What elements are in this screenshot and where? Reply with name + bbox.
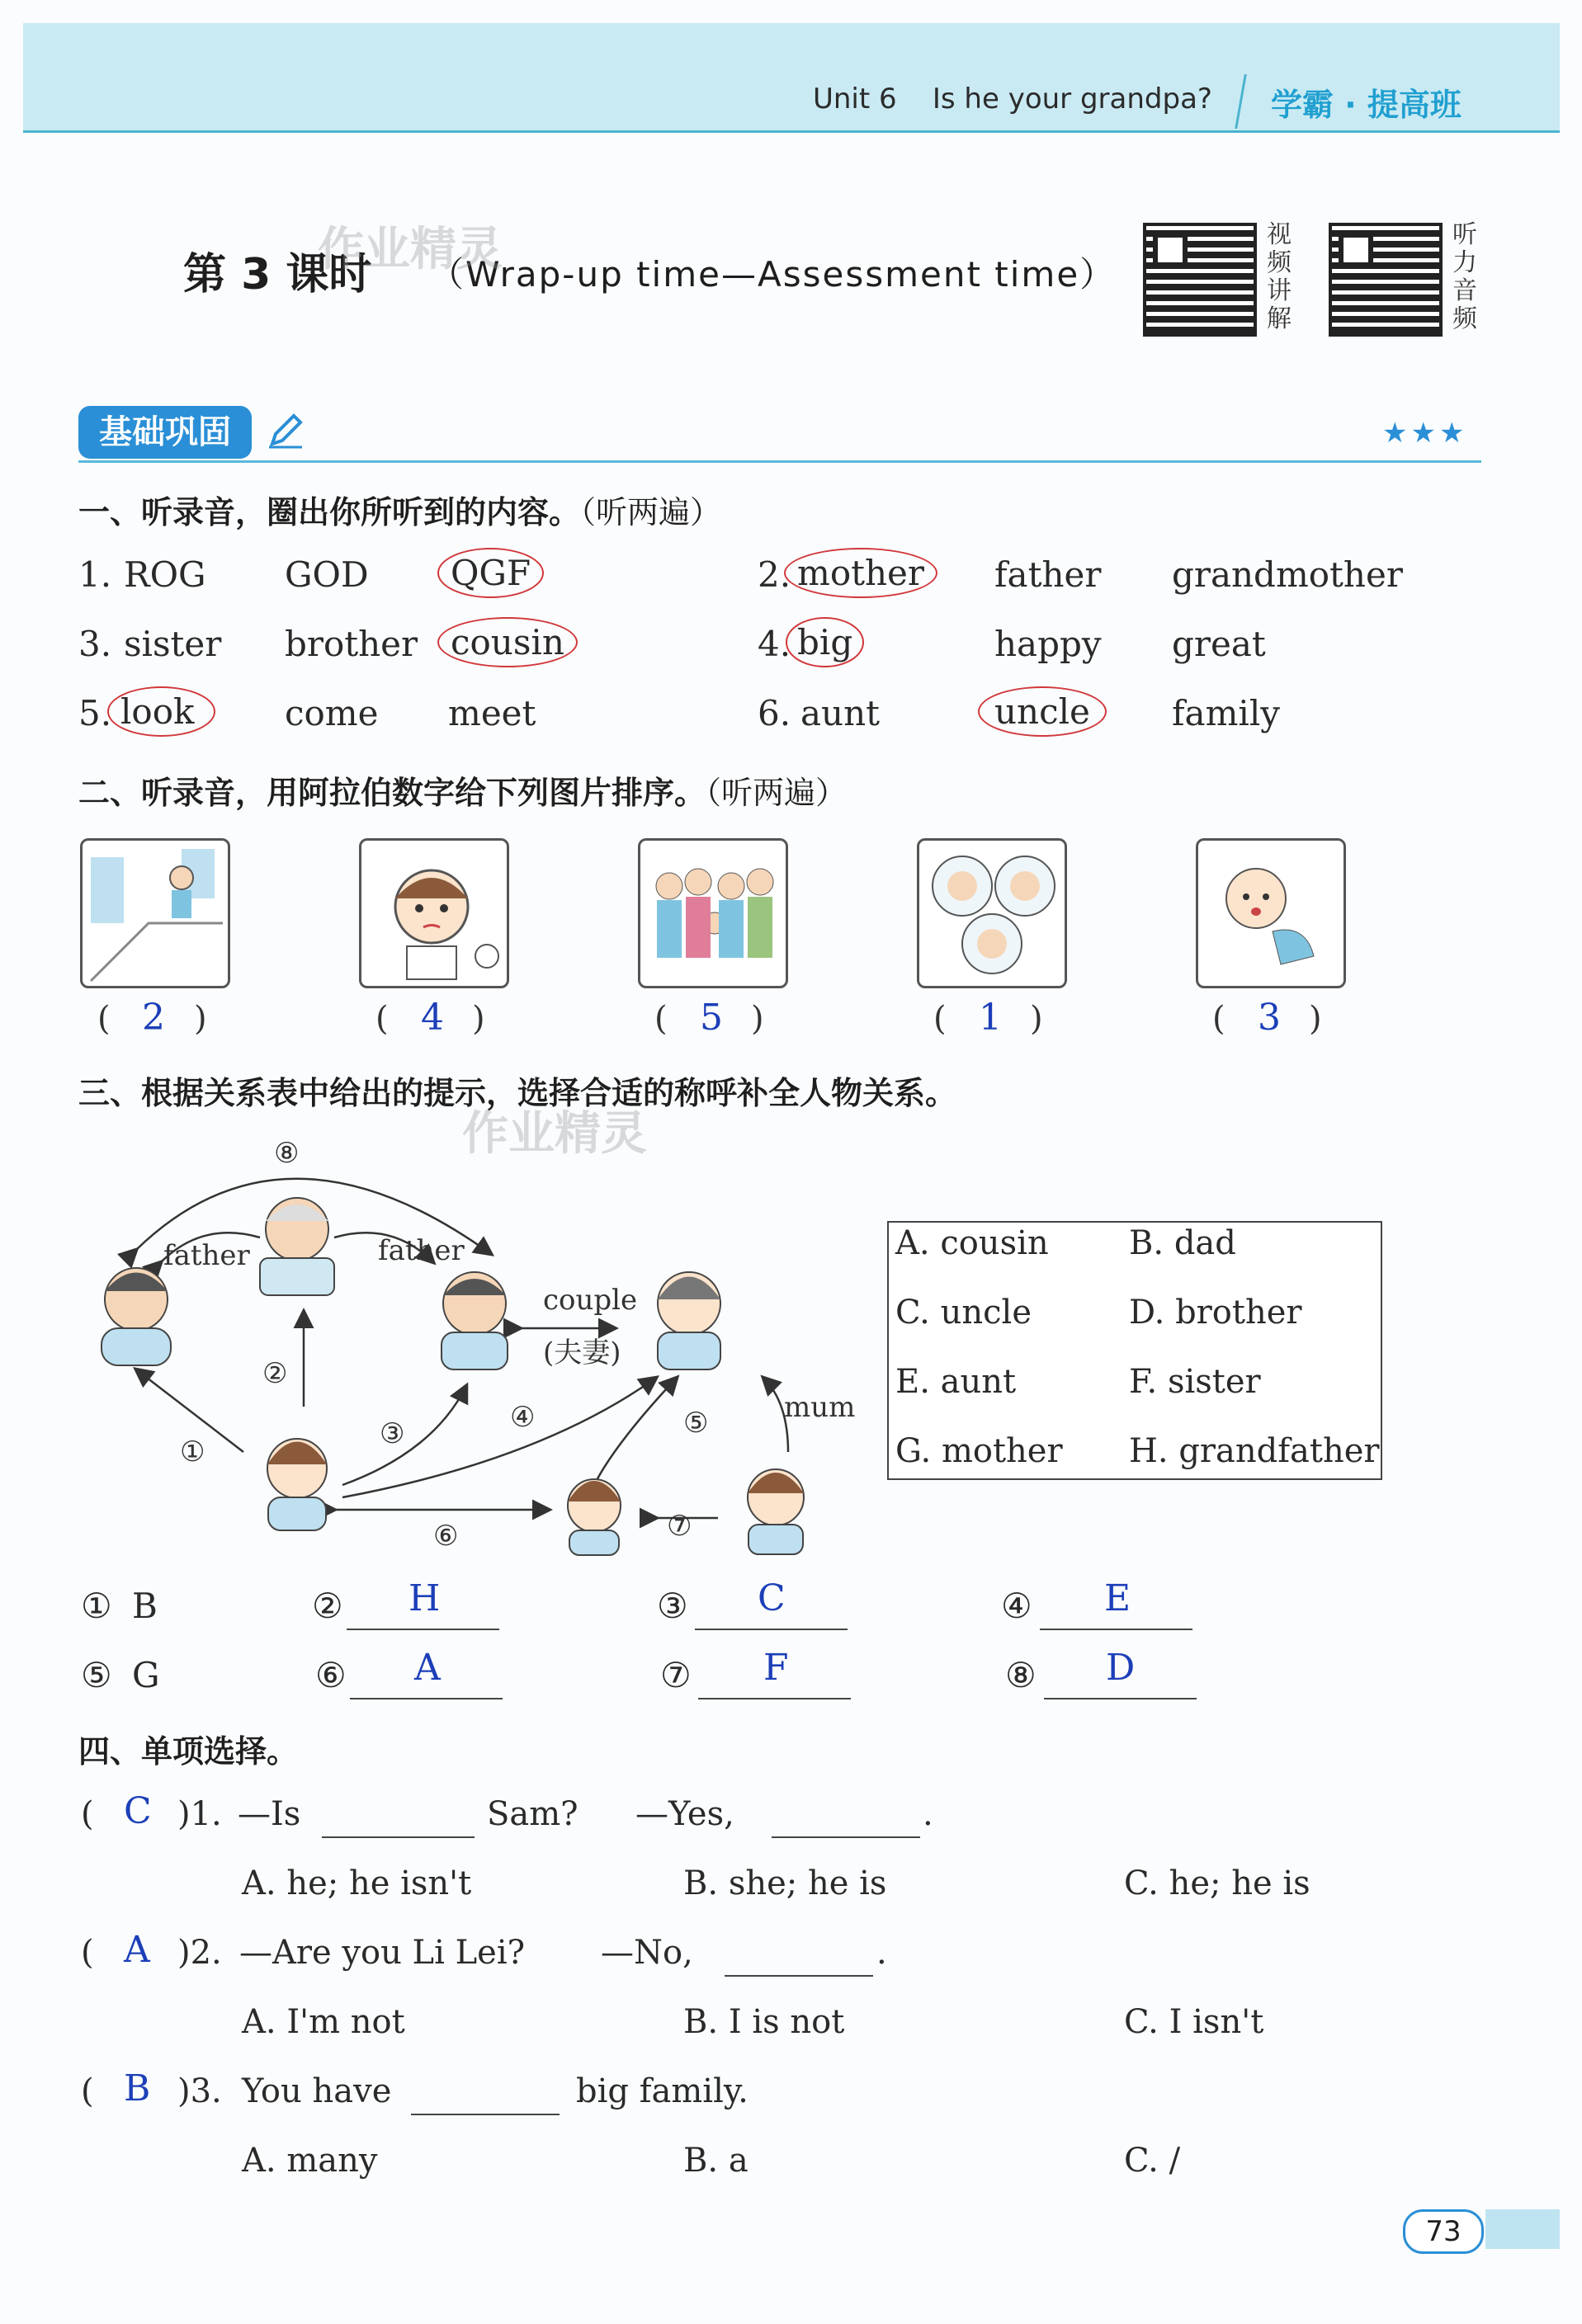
mcq-stem: .	[876, 1934, 887, 1972]
header-rule	[23, 130, 1560, 133]
q1-word: family	[1172, 693, 1281, 733]
q1-word: brother	[285, 624, 418, 664]
q2-answer-paren: (	[1212, 1000, 1225, 1038]
option: F. sister	[1129, 1363, 1261, 1401]
q2-answer-paren: (	[375, 1000, 389, 1038]
mcq-stem: —Is	[238, 1795, 301, 1833]
answer-blank	[322, 1836, 475, 1838]
mcq-answer[interactable]: A	[124, 1929, 150, 1971]
q1-item-num: 6.	[758, 693, 791, 733]
page-number: 73	[1403, 2209, 1484, 2254]
mcq-option[interactable]: B. she; he is	[683, 1864, 887, 1902]
option: E. aunt	[895, 1363, 1017, 1401]
diagram-number: ④	[510, 1401, 536, 1434]
grandpa-figure	[260, 1198, 334, 1295]
mcq-num: )1.	[177, 1795, 222, 1833]
mcq-paren: (	[81, 2072, 94, 2110]
q2-answer-paren: )	[1030, 1000, 1043, 1038]
aunt-figure	[658, 1272, 720, 1369]
mcq-num: )2.	[177, 1934, 222, 1972]
diagram-label-mum: mum	[784, 1391, 856, 1424]
q1-item-num: 4.	[758, 624, 791, 664]
answer-blank	[1044, 1698, 1197, 1699]
mcq-option[interactable]: B. a	[683, 2142, 748, 2180]
q2-heading	[78, 767, 847, 813]
answer-blank	[725, 1975, 873, 1977]
q3-heading: 三、根据关系表中给出的提示，选择合适的称呼补全人物关系。	[78, 1075, 957, 1111]
q2-heading-text: 二、听录音，用阿拉伯数字给下列图片排序。	[78, 775, 706, 811]
baby-crawling-icon	[1196, 838, 1346, 988]
diagram-number: ②	[262, 1357, 288, 1390]
audio-qr-label: 听力音频	[1452, 220, 1477, 333]
q2-answer-paren: )	[1309, 1000, 1322, 1038]
q1-word-circled[interactable]: look	[107, 686, 215, 737]
q1-item-num: 2.	[758, 554, 791, 595]
q2-answer-paren: )	[751, 1000, 764, 1038]
option: A. cousin	[895, 1224, 1049, 1262]
answer-blank	[411, 2114, 560, 2115]
q2-answer[interactable]: 5	[700, 997, 723, 1039]
q1-word: great	[1172, 624, 1266, 664]
q1-word-circled[interactable]: mother	[784, 548, 937, 598]
option: D. brother	[1129, 1294, 1302, 1332]
mcq-answer[interactable]: B	[124, 2067, 151, 2110]
q1-item-num: 1.	[78, 554, 112, 595]
mcq-paren: (	[81, 1795, 94, 1833]
mcq-stem: —No,	[601, 1934, 693, 1972]
mcq-stem: .	[923, 1795, 933, 1833]
q1-word: happy	[994, 624, 1102, 664]
mcq-option[interactable]: A. many	[242, 2142, 378, 2180]
q1-note: （听两遍）	[580, 494, 722, 530]
q1-item-num: 3.	[78, 624, 112, 664]
q3-answer-num: ⑥	[315, 1655, 347, 1695]
section-badge: 基础巩固	[78, 406, 252, 459]
mcq-option[interactable]: C. he; he is	[1124, 1864, 1310, 1902]
q1-item-num: 5.	[78, 693, 112, 733]
answer-blank	[350, 1698, 503, 1699]
mcq-stem: big family.	[576, 2072, 748, 2110]
q1-heading	[78, 487, 721, 532]
answer-blank	[698, 1698, 851, 1699]
q1-word: GOD	[285, 554, 369, 595]
mcq-option[interactable]: C. /	[1124, 2142, 1181, 2180]
lesson-subtitle: （Wrap-up time—Assessment time）	[429, 254, 1117, 295]
q3-answer[interactable]: A	[414, 1647, 441, 1689]
mcq-stem: Sam?	[487, 1795, 578, 1833]
q3-answer-num: ⑤	[81, 1655, 112, 1695]
cousin-girl-figure	[568, 1479, 621, 1555]
answer-blank	[772, 1836, 920, 1838]
q4-heading: 四、单项选择。	[78, 1733, 299, 1770]
audio-qr-code[interactable]	[1329, 223, 1443, 337]
answer-blank	[1040, 1629, 1192, 1630]
diagram-number: ③	[380, 1417, 405, 1450]
q3-answer[interactable]: H	[408, 1577, 441, 1619]
q1-word: come	[285, 693, 379, 733]
q3-answer-num: ④	[1001, 1586, 1032, 1626]
mcq-stem: —Are you Li Lei?	[239, 1934, 526, 1972]
sad-girl-icon	[359, 838, 509, 988]
option: H. grandfather	[1129, 1432, 1380, 1470]
answer-blank	[347, 1629, 499, 1630]
sister-figure	[748, 1469, 804, 1554]
watermark: 作业精灵	[318, 223, 503, 276]
header-unit-title: Unit 6 Is he your grandpa?	[813, 82, 1212, 115]
q1-word: ROG	[124, 554, 206, 595]
pencil-icon	[266, 411, 305, 450]
q3-answer-num: ⑧	[1005, 1655, 1037, 1695]
video-qr-code[interactable]	[1143, 223, 1257, 337]
family-group-icon	[638, 838, 788, 988]
q2-answer-paren: )	[472, 1000, 485, 1038]
q3-answer-num: ②	[312, 1586, 343, 1626]
mcq-num: )3.	[177, 2072, 222, 2110]
header-brand: 学霸 · 提高班	[1271, 87, 1462, 123]
q3-answer[interactable]: E	[1104, 1577, 1131, 1619]
diagram-number: ⑧	[274, 1137, 300, 1170]
girl-figure	[267, 1439, 327, 1530]
q3-answer[interactable]: C	[758, 1577, 786, 1619]
watermark: 作业精灵	[462, 1107, 647, 1161]
q1-word: sister	[124, 624, 222, 664]
q1-word-circled[interactable]: cousin	[437, 617, 578, 667]
q3-answer-num: ①	[81, 1586, 112, 1626]
mcq-stem: —Yes,	[635, 1795, 734, 1833]
q2-note: （听两遍）	[706, 775, 848, 811]
q3-answer-num: ⑦	[660, 1655, 692, 1695]
q1-heading-text: 一、听录音，圈出你所听到的内容。	[78, 494, 581, 530]
mcq-option[interactable]: C. I isn't	[1124, 2003, 1264, 2041]
option: B. dad	[1129, 1224, 1236, 1262]
q1-word: grandmother	[1172, 554, 1403, 595]
lesson-title: 第 3 课时	[183, 250, 372, 299]
mcq-option[interactable]: A. I'm not	[242, 2003, 405, 2041]
q2-answer[interactable]: 3	[1258, 997, 1281, 1039]
diagram-label-couple-cn: (夫妻)	[543, 1336, 621, 1369]
page-tab	[1485, 2209, 1560, 2249]
option: G. mother	[895, 1432, 1063, 1470]
q3-answer-given: G	[132, 1655, 160, 1695]
q1-word-circled[interactable]: uncle	[978, 686, 1107, 737]
relationship-diagram	[78, 1130, 871, 1559]
diagram-label-father: father	[163, 1239, 250, 1272]
q1-word: meet	[448, 693, 536, 733]
answer-blank	[695, 1629, 848, 1630]
mcq-paren: (	[81, 1934, 94, 1972]
boy-walking-city-icon	[80, 838, 230, 988]
q2-answer-paren: (	[97, 1000, 111, 1038]
option: C. uncle	[895, 1294, 1032, 1332]
q1-word: aunt	[800, 693, 881, 733]
q2-answer[interactable]: 2	[142, 997, 165, 1039]
q2-answer-paren: (	[654, 1000, 668, 1038]
mcq-option[interactable]: B. I is not	[683, 2003, 845, 2041]
diagram-number: ⑥	[433, 1520, 459, 1553]
q3-answer-num: ③	[657, 1586, 688, 1626]
mcq-answer[interactable]: C	[124, 1790, 152, 1832]
uncle-figure	[442, 1272, 508, 1369]
dad-figure	[102, 1268, 171, 1365]
mcq-option[interactable]: A. he; he isn't	[242, 1864, 472, 1902]
diagram-number: ①	[180, 1435, 205, 1468]
section-rule	[78, 460, 1481, 463]
video-qr-label: 视频讲解	[1267, 220, 1292, 333]
q1-word: father	[994, 554, 1102, 595]
q2-answer[interactable]: 1	[979, 997, 1002, 1039]
diagram-label-father: father	[378, 1234, 465, 1267]
mcq-stem: You have	[242, 2072, 392, 2110]
q3-answer-given: B	[132, 1586, 158, 1626]
q1-word-circled[interactable]: QGF	[437, 548, 544, 598]
q1-word-circled[interactable]: big	[786, 617, 864, 667]
diagram-label-couple: couple	[543, 1284, 638, 1317]
q2-answer-paren: (	[933, 1000, 947, 1038]
difficulty-stars: ★★★	[1382, 417, 1468, 450]
q3-answer[interactable]: F	[763, 1647, 789, 1689]
q3-answer[interactable]: D	[1106, 1647, 1136, 1689]
q2-answer[interactable]: 4	[421, 997, 444, 1039]
q2-answer-paren: )	[194, 1000, 207, 1038]
family-faces-icon	[917, 838, 1067, 988]
diagram-number: ⑦	[667, 1510, 692, 1543]
diagram-number: ⑤	[683, 1407, 709, 1440]
